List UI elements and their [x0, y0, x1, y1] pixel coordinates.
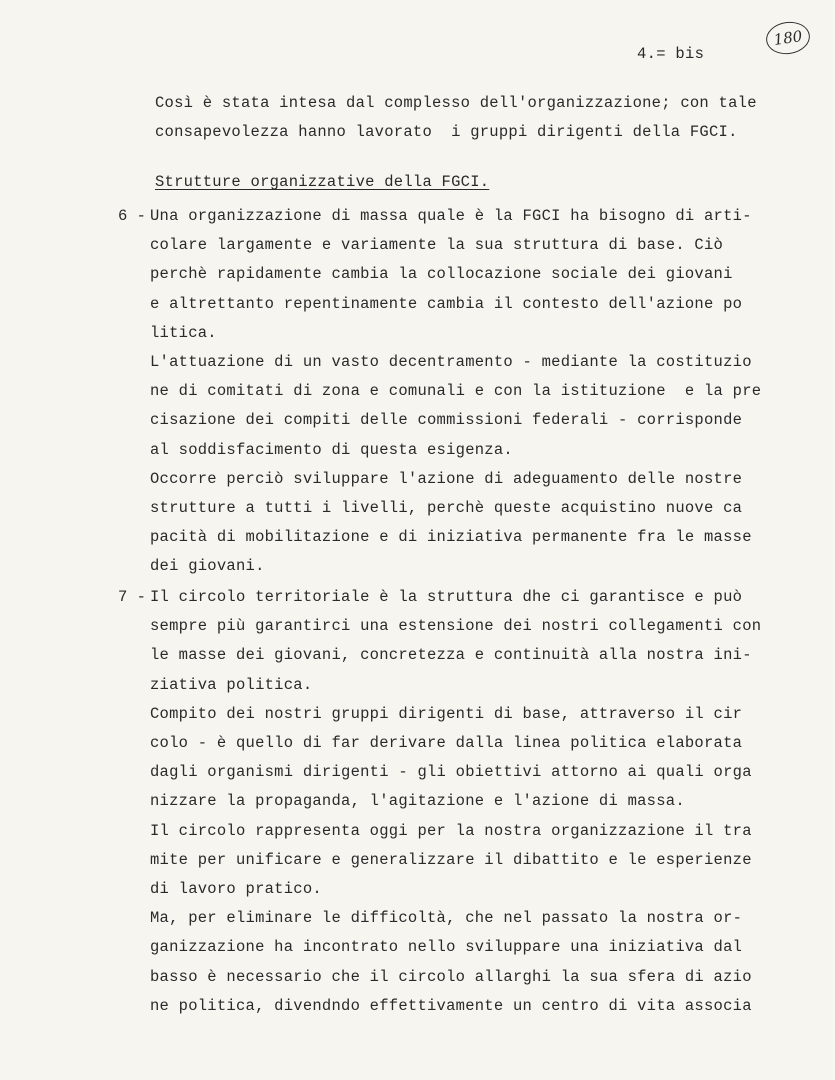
text-line: Compito dei nostri gruppi dirigenti di base, attraverso il cir: [150, 704, 743, 723]
page-stamp: 180: [764, 19, 812, 57]
text-line: e altrettanto repentinamente cambia il contesto dell'azione po: [150, 294, 743, 313]
text-line: Ma, per eliminare le difficoltà, che nel passato la nostra or-: [150, 909, 743, 928]
text-line: le masse dei giovani, concretezza e continuità alla nostra ini-: [150, 646, 752, 665]
text-line: ne di comitati di zona e comunali e con la istituzione e la pre: [150, 382, 762, 401]
text-line: perchè rapidamente cambia la collocazione sociale dei giovani: [150, 265, 733, 284]
text-line: dei giovani.: [150, 557, 265, 576]
text-line: cisazione dei compiti delle commissioni federali - corrisponde: [150, 411, 743, 430]
point-number: 7 -: [118, 588, 146, 606]
intro-line: consapevolezza hanno lavorato i gruppi dirigenti della FGCI.: [155, 123, 738, 141]
page-number: 4.= bis: [637, 45, 705, 63]
text-line: sempre più garantirci una estensione dei nostri collegamenti con: [150, 617, 762, 636]
section-heading: Strutture organizzative della FGCI.: [155, 173, 490, 191]
text-line: pacità di mobilitazione e di iniziativa permanente fra le masse: [150, 528, 752, 547]
text-line: al soddisfacimento di questa esigenza.: [150, 440, 513, 459]
text-line: strutture a tutti i livelli, perchè queste acquistino nuove ca: [150, 499, 743, 517]
text-line: ganizzazione ha incontrato nello sviluppare una iniziativa dal: [150, 938, 743, 957]
text-line: di lavoro pratico.: [150, 880, 322, 898]
text-line: mite per unificare e generalizzare il dibattito e le esperienze: [150, 850, 752, 869]
text-line: litica.: [150, 323, 217, 342]
text-line: Occorre perciò sviluppare l'azione di adeguamento delle nostre: [150, 469, 743, 488]
text-line: nizzare la propaganda, l'agitazione e l'azione di massa.: [150, 792, 685, 811]
text-line: dagli organismi dirigenti - gli obiettivi attorno ai quali orga: [150, 763, 752, 782]
text-line: ziativa politica.: [150, 675, 313, 694]
text-line: Una organizzazione di massa quale è la FGCI ha bisogno di arti-: [150, 207, 752, 225]
text-line: basso è necessario che il circolo allarghi la sua sfera di azio: [150, 967, 752, 986]
text-line: colo - è quello di far derivare dalla linea politica elaborata: [150, 734, 743, 752]
text-line: Il circolo rappresenta oggi per la nostra organizzazione il tra: [150, 821, 752, 840]
text-line: ne politica, divendndo effettivamente un centro di vita associa: [150, 996, 752, 1015]
point-number: 6 -: [118, 207, 146, 225]
text-line: Il circolo territoriale è la struttura dhe ci garantisce e può: [150, 588, 743, 606]
text-line: colare largamente e variamente la sua struttura di base. Ciò: [150, 236, 724, 255]
text-line: L'attuazione di un vasto decentramento - mediante la costituzio: [150, 353, 752, 371]
intro-line: Così è stata intesa dal complesso dell'organizzazione; con tale: [155, 94, 757, 112]
